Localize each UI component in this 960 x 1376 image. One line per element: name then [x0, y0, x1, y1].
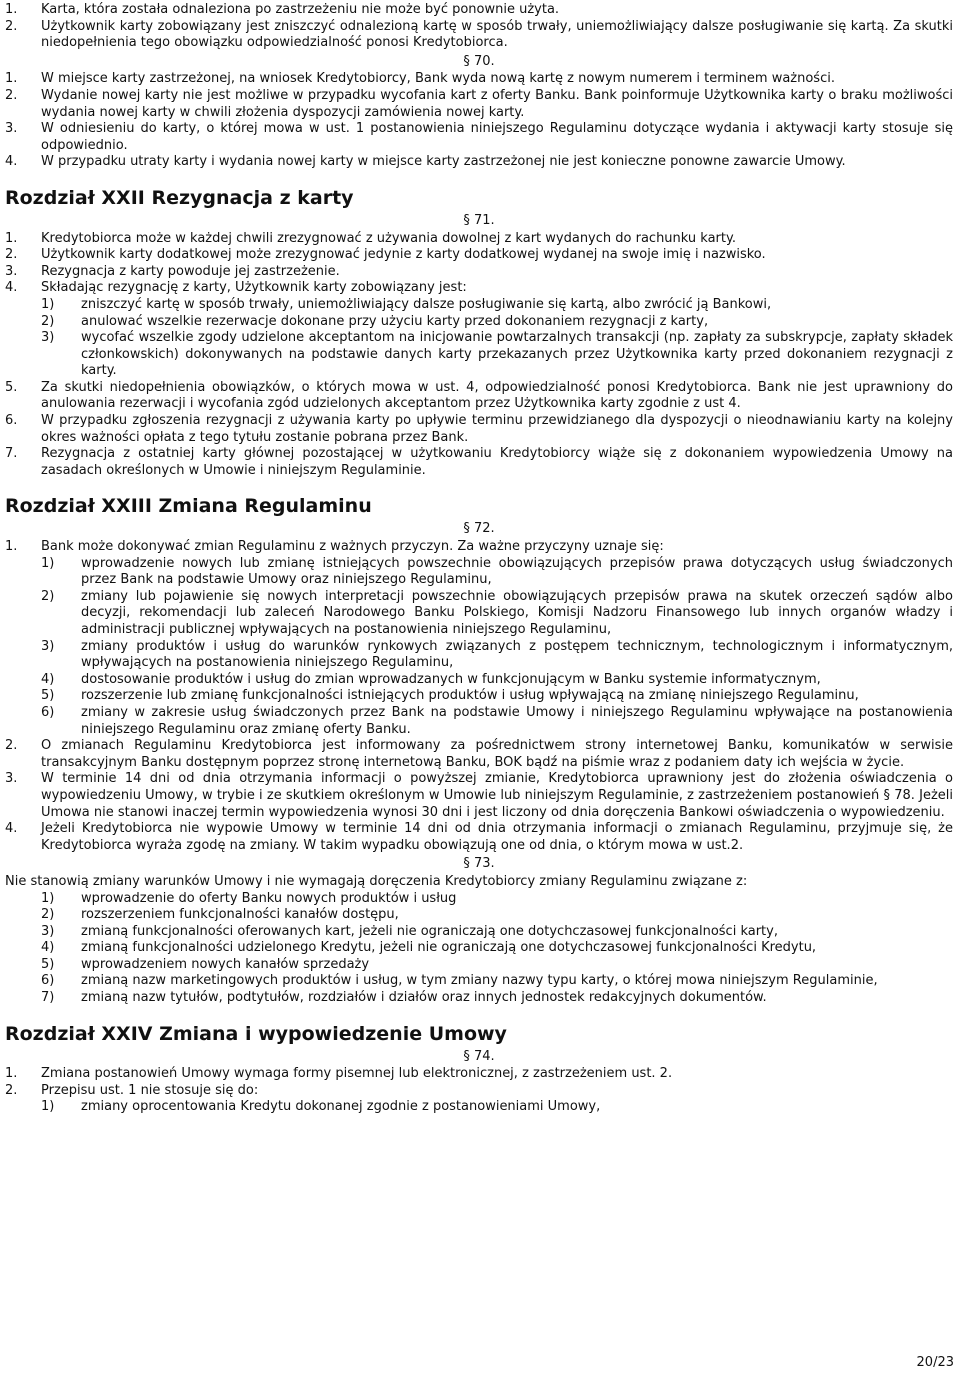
sub-item-text: zmianą funkcjonalności oferowanych kart, jeżeli nie ograniczają one dotychczasowej funkcjonalności karty, — [81, 923, 778, 939]
item-text: Zmiana postanowień Umowy wymaga formy pisemnej lub elektronicznej, z zastrzeżeniem ust. 2. — [41, 1066, 673, 1082]
paragraph-73 — [5, 874, 953, 1007]
list-item — [5, 231, 953, 248]
sub-item-number: 4) — [41, 940, 55, 956]
sub-item-number: 3) — [41, 638, 55, 654]
sub-item-number: 3) — [41, 330, 55, 346]
sub-item-number: 4) — [41, 671, 55, 687]
item-text: W terminie 14 dni od dnia otrzymania informacji o powyższej zmianie, Kredytobiorca uprawniony jest do złożenia oświadczenia o wypowiedzeniu Umowy, w trybie i ze skutkiem określonym w Umowie lub niniejszym Regulaminie, z zastrzeżeniem postanowień § 78. Jeżeli Umowa nie stanowi inaczej termin wypowiedzenia wynosi 30 dni i jest liczony od dnia doręczenia Bankowi oświadczenia o wypowiedzeniu. — [41, 771, 953, 820]
sub-item-number: 3) — [41, 923, 55, 939]
list-item — [5, 264, 953, 281]
item-text: W przypadku zgłoszenia rezygnacji z używania karty po upływie terminu przewidzianego dla dyspozycji o nieodnawianiu karty na kolejny okres ważności opłata z tego tytułu zostanie pobrana przez Bank. — [41, 413, 953, 445]
sub-item-text: zmiany oprocentowania Kredytu dokonanej zgodnie z postanowieniami Umowy, — [81, 1099, 601, 1115]
item-number: 2. — [5, 87, 18, 103]
sub-list-item — [41, 907, 953, 924]
item-text: Składając rezygnację z karty, Użytkownik karty zobowiązany jest: — [41, 280, 467, 296]
list-item — [5, 446, 953, 479]
sub-item-text: zmianą nazw marketingowych produktów i usług, w tym zmiany nazwy typu karty, o której mowa niniejszym Regulaminie, — [81, 973, 878, 989]
chapter-heading: Rozdział XXIII Zmiana Regulaminu — [5, 495, 372, 518]
sub-item-number: 2) — [41, 907, 55, 923]
item-text: Wydanie nowej karty nie jest możliwe w przypadku wycofania kart z oferty Banku. Bank poinformuje Użytkownika karty o braku możliwości wydania nowej karty w chwili złożenia dyspozycji zamówienia nowej karty. — [41, 87, 953, 120]
list-item — [5, 19, 953, 52]
sub-item-number: 7) — [41, 990, 55, 1006]
list-item — [5, 738, 953, 771]
sub-item-number: 5) — [41, 688, 55, 704]
sub-list-item — [41, 990, 953, 1007]
sub-item-number: 2) — [41, 588, 55, 604]
item-text: Rezygnacja z ostatniej karty głównej pozostającej w użytkowaniu Kredytobiorcy wiąże się z dokonaniem wypowiedzenia Umowy na zasadach określonych w Umowie i niniejszym Regulaminie. — [41, 446, 953, 478]
sub-item-text: zmiany w zakresie usług świadczonych przez Bank na podstawie Umowy i niniejszego Regulaminu wpływające na postanowienia niniejszego Regulaminu oraz zmianę oferty Banku. — [81, 704, 953, 737]
list-item — [5, 539, 953, 556]
item-text: Bank może dokonywać zmian Regulaminu z ważnych przyczyn. Za ważne przyczyny uznaje się: — [41, 539, 664, 555]
item-text: Rezygnacja z karty powoduje jej zastrzeżenie. — [41, 263, 340, 279]
sub-item-text: zmianą nazw tytułów, podtytułów, rozdziałów i działów oraz innych jednostek redakcyjnych dokumentów. — [81, 990, 767, 1006]
sub-item-text: wprowadzeniem nowych kanałów sprzedaży — [81, 956, 370, 972]
sub-list-item — [41, 330, 953, 380]
sub-list-item — [41, 672, 953, 689]
item-text: Za skutki niedopełnienia obowiązków, o których mowa w ust. 4, odpowiedzialność ponosi Kredytobiorca. Bank nie jest uprawniony do anulowania rezerwacji i wycofania zgód udzielonych akceptantom przez Użytkownika karty zgodnie z ust 4. — [41, 379, 953, 412]
paragraph-71 — [5, 231, 953, 480]
item-text: Karta, która została odnaleziona po zastrzeżeniu nie może być ponownie użyta. — [41, 2, 560, 17]
item-text: Użytkownik karty dodatkowej może zrezygnować jedynie z karty dodatkowej wydanej na swoje imię i nazwisko. — [41, 247, 766, 263]
item-text: O zmianach Regulaminu Kredytobiorca jest informowany za pośrednictwem strony internetowej Banku, komunikatów w serwisie transakcyjnym Banku dostępnym poprzez stronę internetową Banku, BOK bądź na piśmie wraz z podaniem daty ich wejścia w życie. — [41, 738, 953, 770]
paragraph-title: § 74. — [463, 1048, 495, 1064]
item-text: W miejsce karty zastrzeżonej, na wniosek Kredytobiorcy, Bank wyda nową kartę z nowym numerem i terminem ważności. — [41, 71, 835, 87]
list-item — [5, 280, 953, 297]
list-item — [5, 380, 953, 413]
sub-item-number: 1) — [41, 890, 55, 906]
list-item — [5, 1066, 953, 1083]
item-text: W odniesieniu do karty, o której mowa w ust. 1 postanowienia niniejszego Regulaminu dotyczące wydania i aktywacji karty stosuje się odpowiednio. — [41, 121, 953, 153]
sub-item-text: wprowadzenie do oferty Banku nowych produktów i usług — [81, 890, 457, 906]
sub-item-number: 1) — [41, 1099, 55, 1115]
sub-list-item — [41, 688, 953, 705]
sub-list-item — [41, 589, 953, 639]
item-number: 1. — [5, 1066, 18, 1082]
list-item — [5, 154, 953, 171]
top-list — [5, 2, 953, 52]
sub-item-text: dostosowanie produktów i usług do zmian wprowadzanych w funkcjonującym w Banku systemie informatycznym, — [81, 671, 821, 687]
sub-item-text: wprowadzenie nowych lub zmianę istniejących powszechnie obowiązujących przepisów prawa dotyczących usług świadczonych przez Bank na podstawie Umowy oraz niniejszego Regulaminu, — [81, 555, 953, 588]
sub-item-number: 5) — [41, 956, 55, 972]
item-number: 7. — [5, 446, 18, 462]
list-item — [5, 121, 953, 154]
item-number: 2. — [5, 247, 18, 263]
list-item — [5, 821, 953, 854]
item-number: 5. — [5, 379, 18, 395]
sub-item-number: 6) — [41, 973, 55, 989]
paragraph-title: § 70. — [463, 53, 495, 69]
sub-item-text: zmiany produktów i usług do warunków rynkowych związanych z postępem technicznym, technologicznym i informatycznym, wpływających na postanowienia niniejszego Regulaminu, — [81, 638, 953, 671]
sub-list-item — [41, 940, 953, 957]
sub-item-number: 2) — [41, 313, 55, 329]
item-number: 2. — [5, 18, 18, 34]
item-text: Jeżeli Kredytobiorca nie wypowie Umowy w terminie 14 dni od dnia otrzymania informacji o zmianach Regulaminu, przyjmuje się, że Kredytobiorca wyraża zgodę na zmiany. W takim wypadku obowiązują one od dnia, o którym mowa w ust.2. — [41, 821, 953, 853]
item-number: 2. — [5, 1082, 18, 1098]
item-text: Przepisu ust. 1 nie stosuje się do: — [41, 1082, 259, 1098]
item-number: 3. — [5, 263, 18, 279]
item-number: 3. — [5, 771, 18, 787]
item-number: 4. — [5, 821, 18, 837]
paragraph-70 — [5, 71, 953, 171]
sub-item-number: 1) — [41, 296, 55, 312]
item-number: 6. — [5, 413, 18, 429]
item-text: Użytkownik karty zobowiązany jest zniszczyć odnalezioną kartę w sposób trwały, uniemożliwiający dalsze posługiwanie się kartą. Za skutki niedopełnienia tego obowiązku odpowiedzialność ponosi Kredytobiorca. — [41, 18, 953, 51]
sub-list-item — [41, 314, 953, 331]
sub-item-text: rozszerzeniem funkcjonalności kanałów dostępu, — [81, 907, 399, 923]
sub-list-item — [41, 891, 953, 908]
item-text: W przypadku utraty karty i wydania nowej karty w miejsce karty zastrzeżonej nie jest konieczne ponowne zawarcie Umowy. — [41, 154, 846, 170]
item-number: 3. — [5, 121, 18, 137]
list-item — [5, 71, 953, 88]
list-item — [5, 771, 953, 821]
sub-item-number: 6) — [41, 704, 55, 720]
paragraph-72 — [5, 539, 953, 854]
paragraph-intro: Nie stanowią zmiany warunków Umowy i nie wymagają doręczenia Kredytobiorcy zmiany Regulaminu związane z: — [5, 873, 748, 889]
sub-item-text: zniszczyć kartę w sposób trwały, uniemożliwiający dalsze posługiwanie się kartą, albo zwrócić ją Bankowi, — [81, 296, 772, 312]
list-item — [5, 1083, 953, 1100]
list-item — [5, 2, 953, 19]
paragraph-title: § 73. — [463, 856, 495, 872]
sub-item-number: 1) — [41, 555, 55, 571]
paragraph-74 — [5, 1066, 953, 1116]
item-number: 1. — [5, 539, 18, 555]
sub-item-text: anulować wszelkie rezerwacje dokonane przy użyciu karty przed dokonaniem rezygnacji z karty, — [81, 313, 709, 329]
list-item — [5, 88, 953, 121]
item-number: 1. — [5, 2, 18, 17]
sub-list-item — [41, 957, 953, 974]
sub-item-text: zmiany lub pojawienie się nowych interpretacji powszechnie obowiązujących przepisów prawa na skutek orzeczeń sądów albo decyzji, rekomendacji lub zaleceń Narodowego Banku Polskiego, Komisji Nadzoru Finansowego lub innych organów władzy i administracji publicznej wpływających na postanowienia niniejszego Regulaminu, — [81, 588, 953, 637]
sub-list-item — [41, 297, 953, 314]
chapter-heading: Rozdział XXIV Zmiana i wypowiedzenie Umowy — [5, 1022, 507, 1045]
sub-list-item — [41, 973, 953, 990]
list-item — [5, 247, 953, 264]
sub-item-text: wycofać wszelkie zgody udzielone akceptantom na inicjowanie powtarzalnych transakcji (np. zapłaty za subskrypcje, zapłaty składek członkowskich) dokonywanych na podstawie danych karty przekazanych przez Użytkownika karty przed dokonaniem rezygnacji z karty. — [81, 330, 953, 379]
item-number: 1. — [5, 230, 18, 246]
document-page — [5, 2, 953, 1116]
sub-list-item — [41, 705, 953, 738]
item-number: 4. — [5, 154, 18, 170]
item-number: 2. — [5, 738, 18, 754]
sub-list-item — [41, 639, 953, 672]
paragraph-title: § 72. — [463, 521, 495, 537]
item-text: Kredytobiorca może w każdej chwili zrezygnować z używania dowolnej z kart wydanych do rachunku karty. — [41, 230, 736, 246]
page-number: 20/23 — [916, 1355, 954, 1371]
sub-list-item — [41, 1099, 953, 1116]
item-number: 4. — [5, 280, 18, 296]
sub-item-text: rozszerzenie lub zmianę funkcjonalności istniejących produktów i usług wpływającą na zmianę niniejszego Regulaminu, — [81, 688, 859, 704]
list-item — [5, 413, 953, 446]
item-number: 1. — [5, 71, 18, 87]
chapter-heading: Rozdział XXII Rezygnacja z karty — [5, 186, 354, 209]
paragraph-title: § 71. — [463, 212, 495, 228]
sub-item-text: zmianą funkcjonalności udzielonego Kredytu, jeżeli nie ograniczają one dotychczasowej funkcjonalności Kredytu, — [81, 940, 817, 956]
sub-list-item — [41, 924, 953, 941]
sub-list-item — [41, 556, 953, 589]
